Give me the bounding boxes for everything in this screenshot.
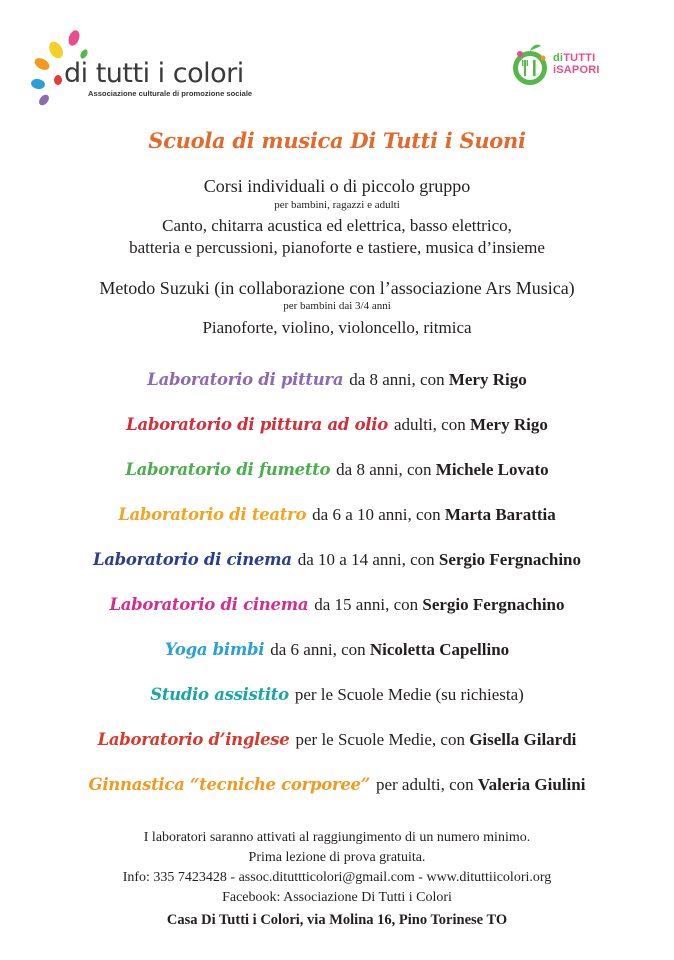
logo-name: di tutti i colori bbox=[64, 58, 244, 89]
apple-cutlery-icon bbox=[510, 40, 550, 88]
lab-row bbox=[0, 370, 674, 390]
courses-line-2: batteria e percussioni, pianoforte e tastiere, musica d’insieme bbox=[129, 238, 545, 257]
lab-name: Laboratorio di cinema bbox=[109, 595, 309, 614]
lab-row bbox=[0, 730, 674, 750]
lab-detail: per le Scuole Medie, con bbox=[295, 730, 465, 749]
lab-name: Laboratorio di pittura ad olio bbox=[126, 415, 388, 434]
lab-row bbox=[0, 505, 674, 525]
lab-teacher: Gisella Gilardi bbox=[469, 730, 577, 749]
lab-detail: per le Scuole Medie (su richiesta) bbox=[294, 685, 524, 704]
lab-row bbox=[0, 685, 674, 705]
lab-detail: per adulti, con bbox=[375, 775, 474, 794]
logo-tagline: Associazione culturale di promozione sociale bbox=[88, 89, 253, 98]
lab-name: Laboratorio di pittura bbox=[147, 370, 344, 389]
suzuki-heading: Metodo Suzuki (in collaborazione con l’associazione Ars Musica) bbox=[99, 278, 575, 298]
lab-detail: da 8 anni, con bbox=[336, 460, 432, 479]
lab-row bbox=[0, 640, 674, 660]
di-tutti-i-colori-logo bbox=[30, 28, 270, 108]
footer-line-2: Prima lezione di prova gratuita. bbox=[248, 850, 426, 865]
suzuki-audience: per bambini dai 3/4 anni bbox=[283, 300, 391, 312]
lab-teacher: Michele Lovato bbox=[435, 460, 549, 479]
lab-detail: da 6 a 10 anni, con bbox=[312, 505, 441, 524]
lab-row bbox=[0, 460, 674, 480]
lab-name: Yoga bimbi bbox=[164, 640, 265, 659]
courses-audience: per bambini, ragazzi e adulti bbox=[274, 199, 400, 211]
lab-teacher: Mery Rigo bbox=[448, 370, 527, 389]
lab-row bbox=[0, 595, 674, 615]
lab-row bbox=[0, 775, 674, 795]
footer-facebook: Facebook: Associazione Di Tutti i Colori bbox=[222, 890, 452, 905]
lab-teacher: Sergio Fergnachino bbox=[438, 550, 582, 569]
lab-teacher: Mery Rigo bbox=[469, 415, 548, 434]
lab-row bbox=[0, 415, 674, 435]
lab-teacher: Nicoletta Capellino bbox=[369, 640, 510, 659]
lab-row bbox=[0, 550, 674, 570]
logo-word-ditutti bbox=[553, 52, 595, 64]
footer-info: Info: 335 7423428 - assoc.dituttticolori@gmail.com - www.dituttiicolori.org bbox=[122, 870, 552, 885]
lab-teacher: Marta Barattia bbox=[444, 505, 556, 524]
lab-detail: da 6 anni, con bbox=[270, 640, 366, 659]
lab-detail: da 15 anni, con bbox=[314, 595, 419, 614]
lab-teacher: Valeria Giulini bbox=[477, 775, 586, 794]
lab-detail: adulti, con bbox=[393, 415, 466, 434]
lab-detail: da 10 a 14 anni, con bbox=[297, 550, 435, 569]
lab-name: Studio assistito bbox=[150, 685, 289, 704]
logo-word-di: di bbox=[553, 52, 564, 64]
lab-name: Ginnastica “tecniche corporee” bbox=[88, 775, 370, 794]
lab-name: Laboratorio d’inglese bbox=[97, 730, 290, 749]
lab-name: Laboratorio di fumetto bbox=[125, 460, 331, 479]
logo-word-sapori: iSAPORI bbox=[553, 64, 600, 76]
footer-line-1: I laboratori saranno attivati al raggiungimento di un numero minimo. bbox=[143, 830, 531, 845]
logo-word-tutti: TUTTI bbox=[563, 52, 596, 64]
lab-name: Laboratorio di cinema bbox=[92, 550, 292, 569]
lab-detail: da 8 anni, con bbox=[349, 370, 445, 389]
suzuki-instruments: Pianoforte, violino, violoncello, ritmica bbox=[202, 318, 472, 337]
page-title: Scuola di musica Di Tutti i Suoni bbox=[148, 128, 526, 153]
lab-name: Laboratorio di teatro bbox=[118, 505, 307, 524]
di-tutti-i-sapori-logo bbox=[510, 40, 640, 90]
footer-address: Casa Di Tutti i Colori, via Molina 16, Pino Torinese TO bbox=[166, 912, 508, 928]
lab-teacher: Sergio Fergnachino bbox=[422, 595, 565, 614]
courses-heading: Corsi individuali o di piccolo gruppo bbox=[203, 176, 471, 196]
courses-line-1: Canto, chitarra acustica ed elettrica, basso elettrico, bbox=[162, 216, 512, 235]
